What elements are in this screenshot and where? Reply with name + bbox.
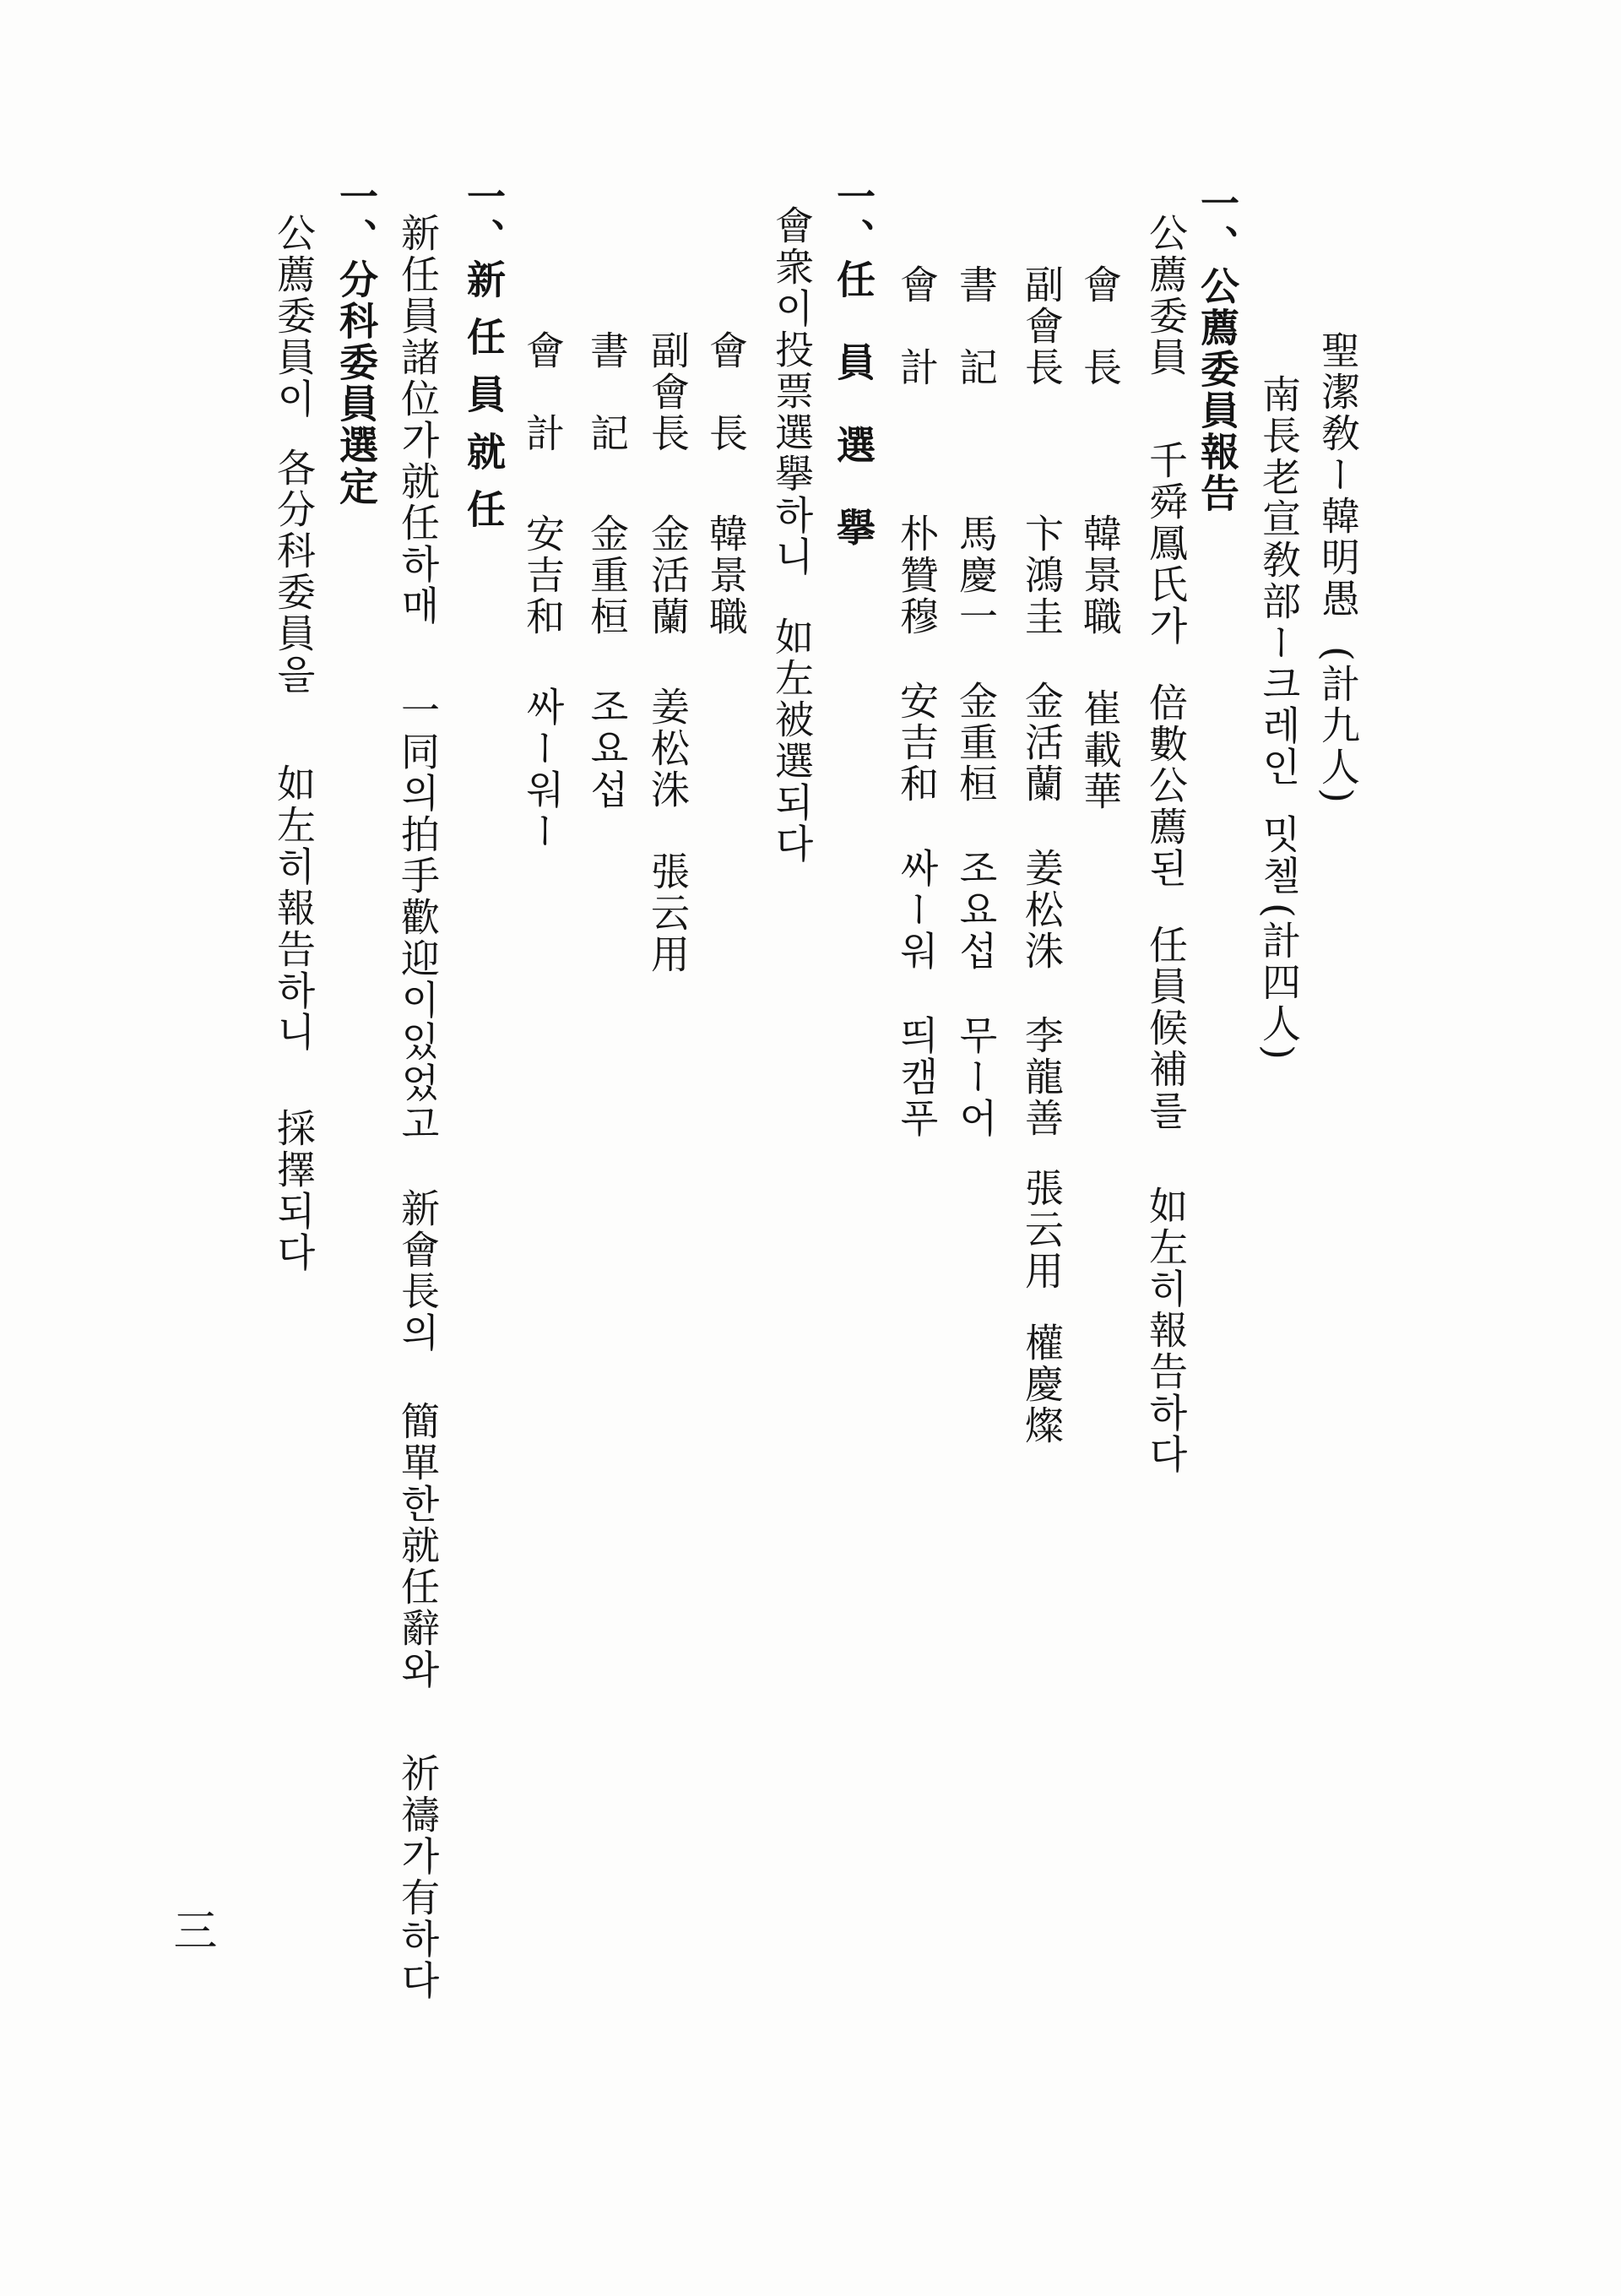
committees-text: 各分科委員을 [271,448,317,696]
nomination-report-text: 倍數公薦된 [1143,682,1189,889]
inauguration-text: 新任員諸位가就任하매 [395,213,441,627]
southern-presbyterian-delegate-2: 밋첼 [1256,814,1302,897]
nominee-treasurer-name: 띄캠푸 [894,1015,940,1139]
holiness-church-count: (計九人) [1315,646,1361,806]
nominee-vice-chair-name: 李龍善 [1019,1015,1065,1139]
holiness-church-delegate: 聖潔敎ー韓明愚 [1315,330,1361,620]
nominee-treasurer-name: 朴贊穆 [894,513,940,638]
nominee-treasurer-name: 싸ー워 [894,848,940,972]
nominee-vice-chair-name: 卞鴻圭 [1019,513,1065,638]
elected-treasurer-name: 싸ー워ー [520,687,566,852]
nominee-treasurer-title: 會 計 [894,264,940,388]
elected-vice-chair-name: 姜松洙 [645,687,691,811]
nomination-report-text: 千舜鳳氏가 [1143,440,1189,647]
election-text: 會衆이投票選擧하니 [769,205,815,578]
inauguration-text: 祈禱가有하다 [395,1753,441,2001]
elected-vice-chair-name: 張云用 [645,851,691,975]
elected-vice-chair-name: 金活蘭 [645,513,691,638]
elected-vice-chair-title: 副會長 [645,330,691,454]
elected-treasurer-title: 會 計 [520,330,566,454]
nominee-vice-chair-title: 副會長 [1019,264,1065,388]
southern-presbyterian-count: (計四人) [1256,903,1302,1062]
elected-secretary-name: 조요섭 [584,687,630,811]
elected-chair-title: 會 長 [703,330,749,454]
nominee-secretary-title: 書 記 [953,264,999,388]
election-text: 如左被選되다 [769,616,815,865]
elected-chair-name: 韓景職 [703,513,749,638]
nominee-secretary-name: 무ー어 [953,1015,999,1139]
page-number: 三 [165,1908,216,1954]
nomination-report-text: 如左히報告하다 [1143,1186,1189,1475]
nominee-secretary-name: 馬慶一 [953,513,999,638]
nominee-vice-chair-name: 張云用 [1019,1168,1065,1292]
section-heading-inauguration: 一、新 任 員 就 任 [461,176,507,531]
southern-presbyterian-delegate: 南長老宣敎部ー크레인 [1256,374,1302,788]
nominee-chair-name: 崔載華 [1077,688,1123,812]
committees-text: 採擇되다 [271,1108,317,1273]
nominee-vice-chair-name: 姜松洙 [1019,848,1065,972]
nominee-secretary-name: 조요섭 [953,848,999,972]
section-heading-nomination-report: 一、公薦委員報告 [1195,183,1240,514]
nomination-report-text: 任員候補를 [1143,925,1189,1132]
elected-secretary-title: 書 記 [584,330,630,454]
nominee-vice-chair-name: 金活蘭 [1019,681,1065,805]
nominee-chair-name: 韓景職 [1077,513,1123,638]
inauguration-text: 一同의拍手歡迎이있었고 [395,690,441,1145]
nominee-chair-title: 會 長 [1077,264,1123,388]
inauguration-text: 簡單한就任辭와 [395,1401,441,1691]
nominee-treasurer-name: 安吉和 [894,681,940,805]
elected-secretary-name: 金重桓 [584,513,630,638]
committees-text: 如左히報告하니 [271,763,317,1053]
nomination-report-text: 公薦委員 [1143,213,1189,378]
nominee-vice-chair-name: 權慶燦 [1019,1322,1065,1447]
section-heading-committees: 一、分科委員選定 [333,176,379,508]
elected-treasurer-name: 安吉和 [520,513,566,638]
inauguration-text: 新會長의 [395,1188,441,1354]
section-heading-election: 一、任 員 選 擧 [831,176,876,549]
committees-text: 公薦委員이 [271,213,317,420]
nominee-secretary-name: 金重桓 [953,681,999,805]
